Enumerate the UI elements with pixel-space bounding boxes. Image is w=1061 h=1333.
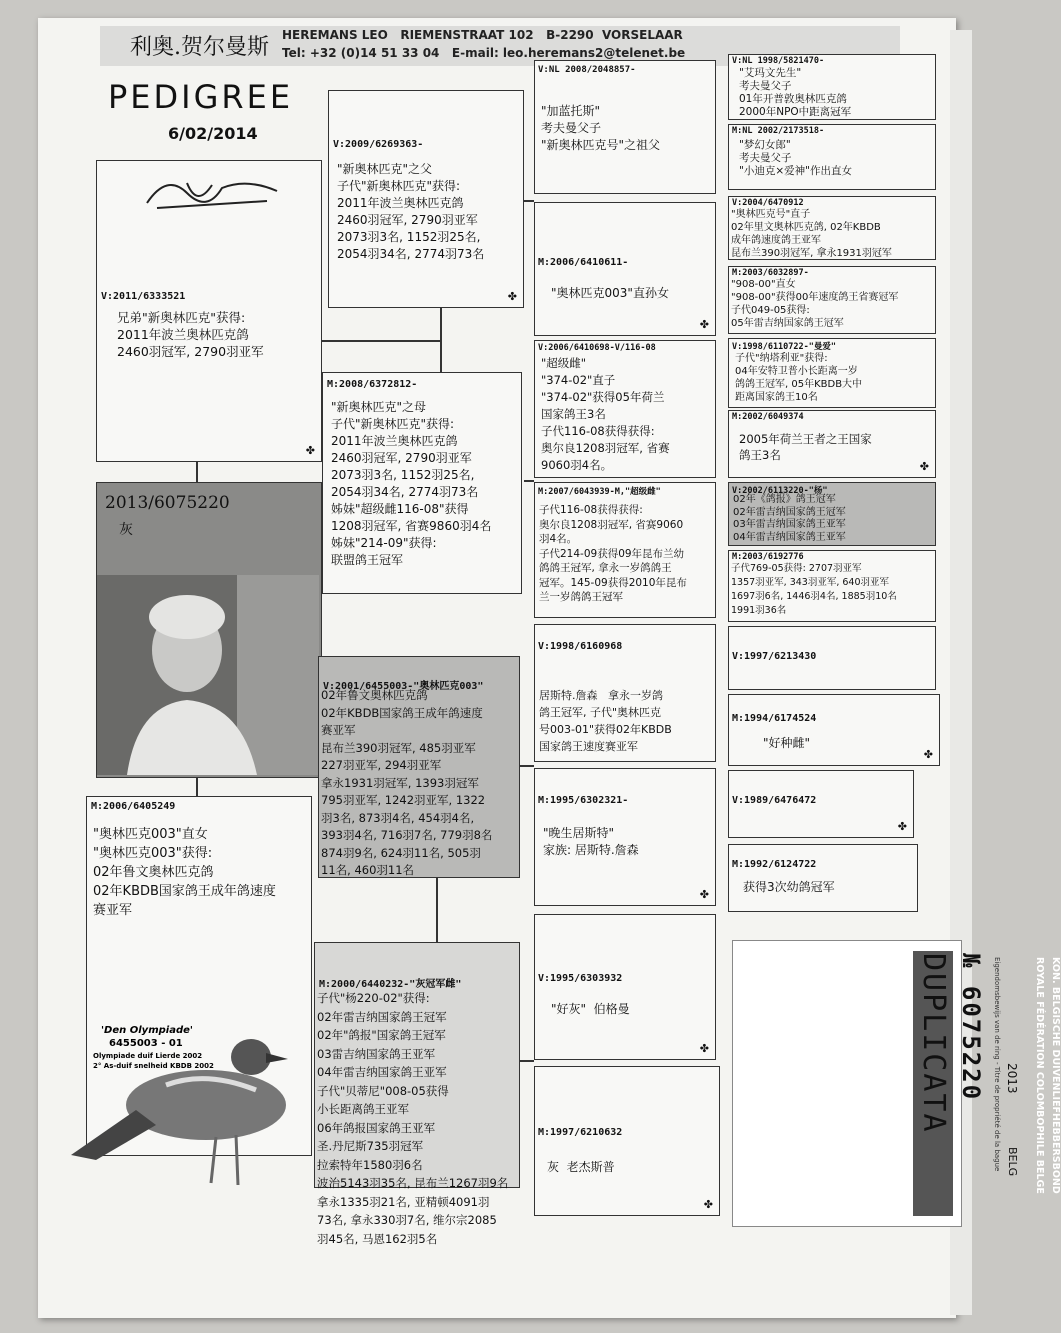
connector-line <box>524 200 534 202</box>
col4-box-6 <box>728 410 936 478</box>
pedigree-title: PEDIGREE <box>108 78 294 116</box>
card-org-nl: KON. BELGISCHE DUIVENLIEFHEBBERSBOND <box>1050 957 1061 1194</box>
col4-code-10: M:1994/6174524 <box>732 713 817 724</box>
pigeon-caption-name: 'Den Olympiade' <box>101 1025 193 1036</box>
sire-dam-box <box>322 372 522 594</box>
col4-text-10: "好种雌" <box>763 736 811 750</box>
col4-code-11: V:1989/6476472 <box>732 795 817 806</box>
col4-box-9 <box>728 626 936 690</box>
dam-text: "奥林匹克003"直女 "奥林匹克003"获得: 02年鲁文奥林匹克鸽 02年KBDB国家鸽王成年鸽速度 赛亚军 <box>93 827 276 918</box>
col4-code-3: V:2004/6470912 <box>732 198 804 208</box>
card-duplicata: DUPLICATA <box>916 953 951 1134</box>
col3-box-2 <box>534 202 716 336</box>
col4-box-8 <box>728 550 936 622</box>
card-text-rotated <box>737 951 1061 1216</box>
breeder-portrait-image <box>97 575 319 775</box>
card-org-fr: ROYALE FÉDÉRATION COLOMBOPHILE BELGE <box>1034 957 1045 1194</box>
col3-text-7: "好灰" 伯格曼 <box>551 1002 630 1016</box>
connector-line <box>520 765 534 767</box>
pigeon-image <box>66 1015 306 1195</box>
col4-text-12: 获得3次幼鸽冠军 <box>743 880 835 894</box>
col3-code-1: V:NL 2008/2048857- <box>538 65 636 75</box>
subject-color: 灰 <box>119 522 133 538</box>
col3-code-7: V:1995/6303932 <box>538 973 623 984</box>
col3-text-1: "加蓝托斯" 考夫曼父子 "新奥林匹克号"之祖父 <box>541 104 661 152</box>
col4-code-8: M:2003/6192776 <box>732 552 804 562</box>
col3-code-6: M:1995/6302321- <box>538 795 629 806</box>
col4-code-6: M:2002/6049374 <box>732 412 804 422</box>
connector-line <box>524 480 534 482</box>
col3-text-4: 子代116-08获得获得: 奥尔良1208羽冠军, 省赛9060 羽4名。 子代214-09获得09年昆布兰幼 鸽鸽王冠军, 拿永一岁鸽鸽王 冠军。145-09获得2010年昆布 兰一岁鸽鸽王冠军 <box>539 504 687 603</box>
dam-sire-code: V:2001/6455003-"奥林匹克003" <box>323 681 484 692</box>
col4-box-4 <box>728 266 936 334</box>
brother-box <box>96 160 322 462</box>
connector-line <box>196 462 198 482</box>
signature-image <box>127 163 307 223</box>
col4-code-9: V:1997/6213430 <box>732 651 817 662</box>
col4-box-10 <box>728 694 940 766</box>
col3-code-4: M:2007/6043939-M,"超级雌" <box>538 487 661 497</box>
footprint-icon: ✤ <box>923 748 933 761</box>
brother-code: V:2011/6333521 <box>101 291 186 302</box>
owner-name-zh: 利奥.贺尔曼斯 <box>130 35 269 60</box>
col4-code-5: V:1998/6110722-"曼爱" <box>732 342 836 352</box>
pigeon-caption-line2: 2° As-duif snelheid KBDB 2002 <box>93 1062 214 1070</box>
card-fine-print: Eigendomsbewijs van de ring - Titre de propriété de la bague <box>993 957 1001 1172</box>
col3-code-2: M:2006/6410611- <box>538 257 629 268</box>
col3-code-8: M:1997/6210632 <box>538 1127 623 1138</box>
footprint-icon: ✤ <box>305 444 315 457</box>
sire-dam-code: M:2008/6372812- <box>327 379 418 390</box>
col3-text-5: 居斯特.詹森 拿永一岁鸽 鸽王冠军, 子代"奥林匹克 号003-01"获得02年KBDB 国家鸽王速度赛亚军 <box>539 689 672 753</box>
pedigree-date: 6/02/2014 <box>168 124 258 143</box>
col3-box-3 <box>534 340 716 478</box>
card-country: BELG <box>1006 1147 1019 1177</box>
col4-text-5: 子代"纳塔利亚"获得: 04年安特卫普小长距离一岁 鸽鸽王冠军, 05年KBDB大中 距离国家鸽王10名 <box>735 353 863 403</box>
col3-box-7 <box>534 914 716 1060</box>
col4-text-8: 子代769-05获得: 2707羽亚军 1357羽亚军, 343羽亚军, 640羽亚军 1697羽6名, 1446羽4名, 1885羽10名 1991羽36名 <box>731 563 897 616</box>
col4-box-1 <box>728 54 936 120</box>
footprint-icon: ✤ <box>507 290 517 303</box>
footprint-icon: ✤ <box>699 318 709 331</box>
owner-address: HEREMANS LEO RIEMENSTRAAT 102 B-2290 VORSELAAR <box>282 28 683 42</box>
col4-code-2: M:NL 2002/2173518- <box>732 126 825 136</box>
dam-sire-box <box>318 656 520 878</box>
col4-code-4: M:2003/6032897- <box>732 268 809 278</box>
subject-ring: 2013/6075220 <box>105 493 230 513</box>
col3-text-3: "超级雌" "374-02"直子 "374-02"获得05年荷兰 国家鸽王3名 子代116-08获得获得: 奥尔良1208羽冠军, 省赛 9060羽4名。 <box>541 356 670 472</box>
footprint-icon: ✤ <box>919 460 929 473</box>
card-year: 2013 <box>1005 1063 1019 1094</box>
sire-text: "新奥林匹克"之父 子代"新奥林匹克"获得: 2011年波兰奥林匹克鸽 2460羽冠军, 2790羽亚军 2073羽3名, 1152羽25名, 2054羽34名, 2774羽73名 <box>337 162 485 261</box>
connector-line <box>196 778 198 796</box>
col4-code-7: V:2002/6113220-"杨" <box>732 486 828 496</box>
sire-box <box>328 90 524 308</box>
col4-box-5 <box>728 338 936 408</box>
sire-code: V:2009/6269363- <box>333 139 424 150</box>
footprint-icon: ✤ <box>699 888 709 901</box>
col3-code-3: V:2006/6410698-V/116-08 <box>538 343 656 353</box>
col4-code-12: M:1992/6124722 <box>732 859 817 870</box>
col4-text-7: 02年《鸽报》鸽王冠军 02年雷吉纳国家鸽王冠军 03年雷吉纳国家鸽王亚军 04年雷吉纳国家鸽王亚军 <box>733 494 846 543</box>
col3-box-8 <box>534 1066 720 1216</box>
col3-code-5: V:1998/6160968 <box>538 641 623 652</box>
pigeon-caption-line1: Olympiade duif Lierde 2002 <box>93 1052 203 1060</box>
col3-text-2: "奥林匹克003"直孙女 <box>551 286 669 300</box>
brother-text: 兄弟"新奥林匹克"获得: 2011年波兰奥林匹克鸽 2460羽冠军, 2790羽亚军 <box>117 310 264 359</box>
col3-box-1 <box>534 60 716 194</box>
connector-line <box>436 878 438 942</box>
col4-text-3: "奥林匹克号"直子 02年里文奥林匹克鸽, 02年KBDB 成年鸽速度鸽王亚军 昆布兰390羽冠军, 拿永1931羽冠军 <box>731 209 892 259</box>
col4-text-1: "艾玛文先生" 考夫曼父子 01年开普敦奥林匹克鸽 2000年NPO中距离冠军 <box>739 67 852 118</box>
col4-box-2 <box>728 124 936 190</box>
subject-photo-box <box>96 482 322 778</box>
dam-dam-code: M:2000/6440232-"灰冠军雌" <box>319 979 462 990</box>
footprint-icon: ✤ <box>703 1198 713 1211</box>
ring-certificate-card <box>732 940 1061 1227</box>
col3-text-8: 灰 老杰斯普 <box>547 1160 615 1174</box>
col4-box-7 <box>728 482 936 546</box>
connector-line <box>322 340 442 342</box>
col3-box-5 <box>534 624 716 762</box>
dam-dam-text: 子代"杨220-02"获得: 02年雷吉纳国家鸽王冠军 02年"鸽报"国家鸽王冠军 03雷吉纳国家鸽王亚军 04年雷吉纳国家鸽王亚军 子代"贝蒂尼"008-05获得 小长距离鸽王亚军 06年鸽报国家鸽王亚军 圣.丹尼斯735羽冠军 拉索特年1580羽6名 波治5143羽35名, 昆布兰1267羽9名 拿永1335羽21名, 亚精顿4091羽 73名, 拿永330羽7名, 维尔宗2085 羽45名, 马恩162羽5名 <box>317 991 509 1246</box>
dam-dam-box <box>314 942 520 1246</box>
col3-text-6: "晚生居斯特" 家族: 居斯特.詹森 <box>543 826 639 857</box>
dam-sire-text: 02年鲁文奥林匹克鸽 02年KBDB国家鸽王成年鸽速度 赛亚军 昆布兰390羽冠军, 485羽亚军 227羽亚军, 294羽亚军 拿永1931羽冠军, 1393羽冠军 795羽亚军, 1242羽亚军, 1322 羽3名, 873羽4名, 454羽4名, 393羽4名, 716羽7名, 779羽8名 874羽9名, 624羽11名, 505羽 11名, 460羽11名 <box>321 688 493 877</box>
sire-dam-text: "新奥林匹克"之母 子代"新奥林匹克"获得: 2011年波兰奥林匹克鸽 2460羽冠军, 2790羽亚军 2073羽3名, 1152羽25名, 2054羽34名, 2774羽73名 姊妹"超级雌116-08"获得 1208羽冠军, 省赛9860羽4名 姊妹"214-09"获得: 联盟鸽王冠军 <box>331 400 492 567</box>
col4-text-2: "梦幻女郎" 考夫曼父子 "小迪克×爱神"作出直女 <box>739 139 852 177</box>
col3-box-6 <box>534 768 716 906</box>
col3-box-4 <box>534 482 716 618</box>
col4-code-1: V:NL 1998/5821470- <box>732 56 825 66</box>
col4-box-3 <box>728 196 936 260</box>
col4-box-11 <box>728 770 914 838</box>
dam-code: M:2006/6405249 <box>91 801 176 812</box>
pigeon-caption-ring: 6455003 - 01 <box>109 1038 183 1049</box>
footprint-icon: ✤ <box>897 820 907 833</box>
col4-text-6: 2005年荷兰王者之王国家 鸽王3名 <box>739 432 872 462</box>
owner-contact: Tel: +32 (0)14 51 33 04 E-mail: leo.heremans2@telenet.be <box>282 46 686 60</box>
col4-box-12 <box>728 844 918 912</box>
col4-text-4: "908-00"直女 "908-00"获得00年速度鸽王省赛冠军 子代049-05获得: 05年雷吉纳国家鸽王冠军 <box>731 279 899 329</box>
card-number: № 6075220 <box>957 953 985 1102</box>
connector-line <box>520 1060 534 1062</box>
footprint-icon: ✤ <box>699 1042 709 1055</box>
